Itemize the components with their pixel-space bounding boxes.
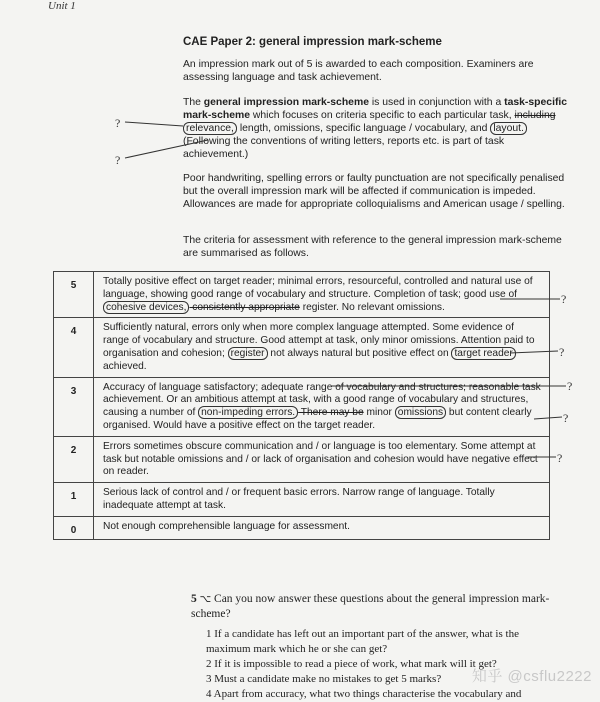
band-score: 1 — [54, 483, 94, 517]
circled-word: relevance, — [183, 122, 237, 135]
question-item: 2 If it is impossible to read a piece of work, what mark will it get? — [206, 658, 497, 670]
key-icon: ⌥ — [199, 594, 212, 605]
band-score: 0 — [54, 516, 94, 539]
band-text: not always natural but positive effect on — [267, 347, 452, 359]
page-title: CAE Paper 2: general impression mark-scheme — [183, 36, 442, 48]
circled-phrase: register — [228, 347, 268, 360]
bold-term: task-specific mark-scheme — [183, 97, 568, 121]
band-text: Errors sometimes obscure communication and / or language is too elementary. Some attempt at task but notable omissions and / or lack of organisation and cohesion would have negative effect on reader. — [103, 440, 538, 478]
margin-question-mark: ? — [557, 451, 563, 465]
annotation-line — [534, 417, 562, 419]
question-item: 3 Must a candidate make no mistakes to get 5 marks? — [206, 673, 442, 685]
band-text: Totally positive effect on target reader; minimal errors, resourceful, controlled and natural use of language, showing good range of vocabulary and structure. Completion of task; good use of — [103, 276, 533, 300]
margin-question-mark: ? — [561, 292, 567, 306]
struck-phrase: consistently appropriate — [189, 301, 300, 313]
band-text: Accuracy of language satisfactory; adequate range of vocabulary and structures; reasonable task achievement. Or an ambitious attempt at task, with a good range of vocabulary and structures, causing a number of — [103, 381, 541, 419]
watermark: 知乎 @csflu2222 — [471, 668, 592, 685]
question-item: 1 If a candidate has left out an important part of the answer, what is the — [206, 628, 519, 640]
intro-paragraph: An impression mark out of 5 is awarded to each composition. Examiners are assessing language and task achievement. — [183, 59, 534, 83]
criteria-intro: The criteria for assessment with reference to the general impression mark-scheme are summarised as follows. — [183, 235, 562, 259]
struck-phrase: There may be — [298, 407, 364, 419]
margin-question-mark: ? — [115, 153, 121, 167]
band-text: but content clearly organised. Would have a positive effect on the target reader. — [103, 407, 532, 431]
band-text: achieved. — [103, 360, 147, 372]
band-score: 2 — [54, 436, 94, 482]
circled-phrase: omissions — [395, 406, 446, 419]
circled-phrase: cohesive devices, — [103, 301, 189, 314]
exercise-prompt: 5 ⌥ Can you now answer these questions about the general impression mark-scheme? — [191, 593, 550, 620]
band-score: 3 — [54, 377, 94, 436]
band-text: register. No relevant omissions. — [299, 301, 445, 313]
circled-phrase: target reader — [451, 347, 515, 360]
circled-word: layout. — [490, 122, 527, 135]
annotation-line — [510, 351, 558, 353]
struck-word: including — [514, 110, 556, 121]
general-paragraph: The general impression mark-scheme is used in conjunction with a task-specific mark-scheme which focuses on criteria specific to each particular task, including relevance, length, omissions, specific language / vocabulary, and layout. (Following the conventions of writing letters, reports etc. is part of task achievement.) — [183, 97, 568, 160]
annotation-line — [125, 140, 208, 158]
annotation-line — [125, 122, 183, 126]
band-text: Not enough comprehensible language for assessment. — [103, 520, 350, 532]
band-text: minor — [363, 407, 395, 419]
margin-question-mark: ? — [115, 116, 121, 130]
bold-term: general impression mark-scheme — [203, 97, 369, 108]
band-text: Sufficiently natural, errors only when more complex language attempted. Some evidence of range of vocabulary and structure. Good attempt at task, only minor omissions. Attention paid to organisation and cohesion; — [103, 322, 535, 359]
circled-phrase: non-impeding errors. — [198, 406, 298, 419]
question-item: 4 Apart from accuracy, what two things characterise the vocabulary and — [206, 688, 522, 700]
band-score: 5 — [54, 272, 94, 318]
margin-question-mark: ? — [563, 411, 569, 425]
margin-question-mark: ? — [559, 345, 565, 359]
exercise-number: 5 — [191, 593, 197, 605]
handwriting-paragraph: Poor handwriting, spelling errors or faulty punctuation are not specifically penalised but the overall impression mark will be affected if communication is impeded. Allowances are made for appropriate colloquialisms and American usage / spelling. — [183, 173, 565, 210]
question-item: maximum mark which he or she can get? — [206, 643, 388, 655]
unit-header: Unit 1 — [48, 0, 76, 12]
band-score: 4 — [54, 318, 94, 377]
margin-question-mark: ? — [567, 379, 573, 393]
band-text: Serious lack of control and / or frequent basic errors. Narrow range of language. Totally inadequate attempt at task. — [103, 487, 495, 511]
